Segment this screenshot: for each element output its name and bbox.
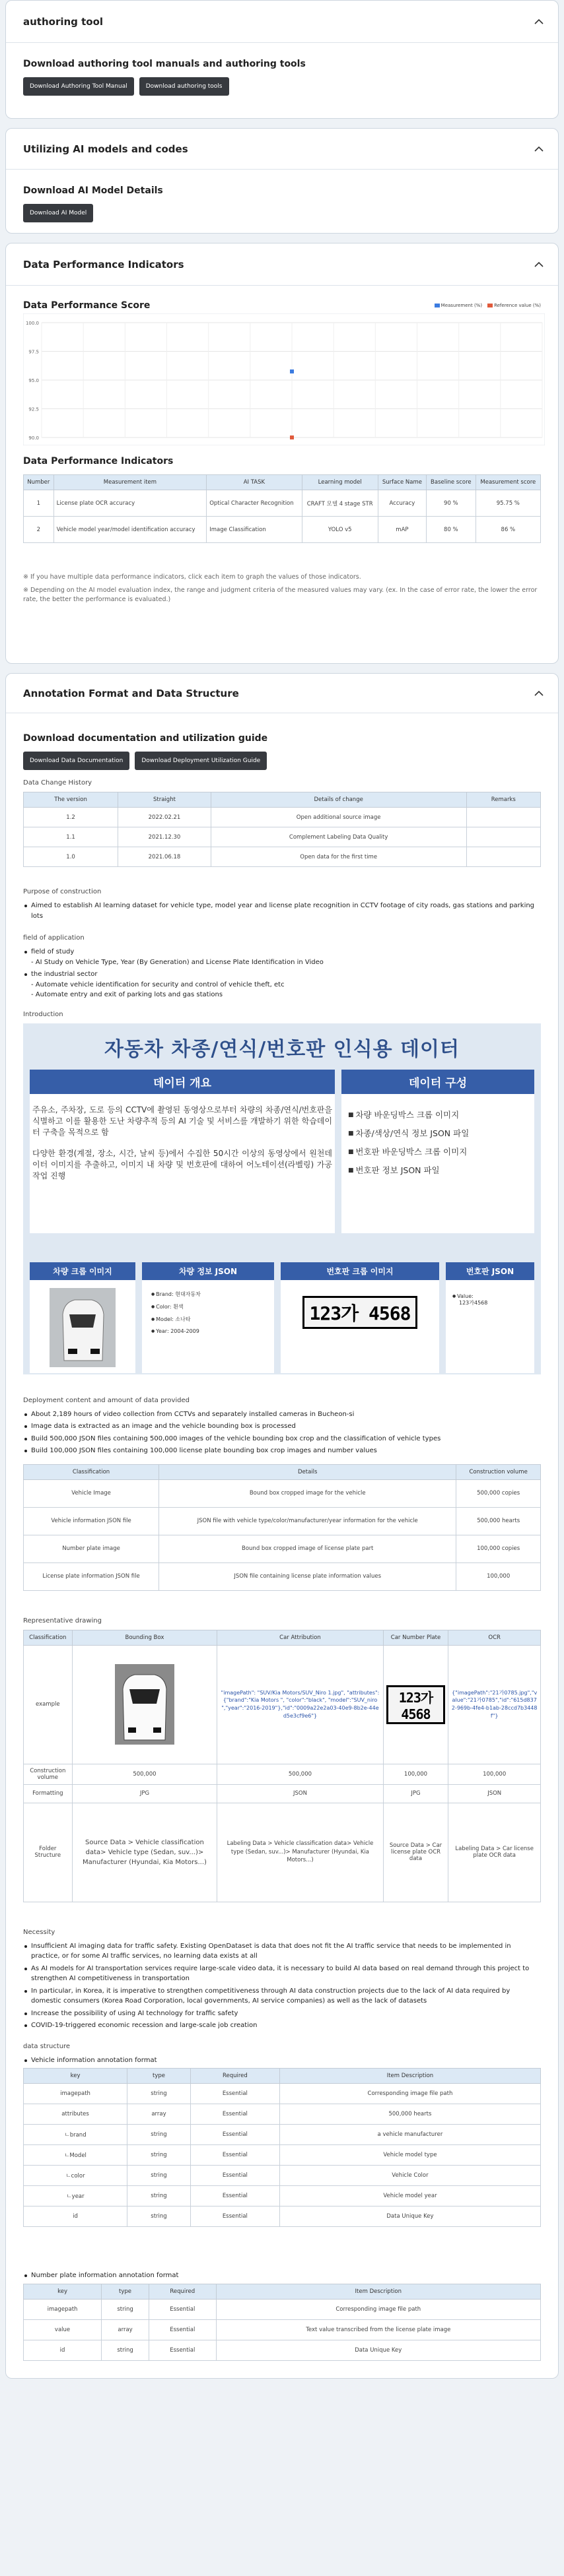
necessity-item: In particular, in Korea, it is imperative to strengthen competitiveness through AI data construction projects due to the lack of AI data required by domestic consumers (Korea Road Corporation, local governments, AI service companies) as well as the lack of datasets [23, 1986, 541, 2007]
table-row [24, 1784, 541, 1803]
table-row [24, 847, 541, 867]
table-row [24, 1562, 541, 1590]
legend-reference[interactable]: Reference value (%) [487, 303, 541, 308]
table-cell: attributes [24, 2104, 127, 2125]
column-header: The version [24, 792, 118, 808]
ai-heading: Download AI Model Details [23, 185, 163, 196]
ai-models-header[interactable] [6, 129, 558, 170]
structure-item: ■ 차종/색상/연식 정보 JSON 파일 [348, 1127, 528, 1139]
plate-image: 123가 4568 [302, 1296, 418, 1329]
table-cell: string [127, 2145, 191, 2166]
structure-label: data structure [23, 2042, 71, 2050]
table-row [24, 2319, 541, 2340]
car-json-item: ● Color: 흰색 [151, 1303, 265, 1310]
table-cell: 1 [24, 490, 54, 517]
table-cell: string [102, 2299, 149, 2319]
table-cell: Vehicle Image [24, 1479, 159, 1507]
table-cell [72, 1645, 217, 1764]
car-json-card [142, 1262, 274, 1373]
table-cell: mAP [378, 517, 426, 543]
y-tick-label: 100.0 [25, 321, 39, 326]
table-cell: Number plate image [24, 1535, 159, 1562]
overview-heading: 데이터 개요 [30, 1070, 335, 1094]
necessity-item: As AI models for AI transportation services require large-scale video data, it is necessary to build AI data based on real demand through this project to strengthen AI competitiveness in transportation [23, 1964, 541, 1984]
column-header: Bounding Box [72, 1630, 217, 1645]
table-cell: 100,000 copies [456, 1535, 541, 1562]
table-cell: a vehicle manufacturer [279, 2125, 540, 2145]
section-title: authoring tool [23, 15, 104, 28]
table-cell: 1.2 [24, 808, 118, 827]
table-cell: Source Data > Car license plate OCR data [383, 1803, 448, 1902]
table-cell: Essential [190, 2186, 279, 2206]
necessity-item: COVID-19-triggered economic recession and large-scale job creation [23, 2020, 541, 2031]
table-cell: Formatting [24, 1784, 73, 1803]
table-cell: JSON [448, 1784, 541, 1803]
table-cell: JSON file with vehicle type/color/manufacturer/year information for the vehicle [159, 1507, 456, 1535]
overview-p2: 다양한 환경(계절, 장소, 시간, 날씨 등)에서 수집한 50시간 이상의 동영상에서 원천데이터 이미지를 추출하고, 이미지 내 차량 및 번호판에 대하여 어노테이션(라벨링) 가공작업 진행 [32, 1148, 332, 1181]
table-cell: 500,000 hearts [279, 2104, 540, 2125]
vehicle-format-table [23, 2068, 541, 2227]
table-row [24, 2299, 541, 2319]
column-header: Learning model [302, 475, 378, 490]
table-cell: License plate information JSON file [24, 1562, 159, 1590]
table-cell: Essential [149, 2319, 216, 2340]
infographic-title: 자동차 차종/연식/번호판 인식용 데이터 [104, 1037, 460, 1061]
table-cell: imagepath [24, 2084, 127, 2104]
table-row [24, 1803, 541, 1902]
table-row [24, 2340, 541, 2360]
chevron-up-icon[interactable] [534, 18, 544, 24]
table-row [24, 1479, 541, 1507]
table-cell: Essential [190, 2125, 279, 2145]
y-tick-label: 95.0 [28, 378, 39, 383]
table-cell: Complement Labeling Data Quality [211, 827, 466, 847]
table-cell: Source Data > Vehicle classification data> Vehicle type (Sedan, suv...)> Manufacturer (Hyundai, Kia Motors...) [72, 1803, 217, 1902]
table-cell: string [127, 2125, 191, 2145]
car-json-item: ● Brand: 현대자동차 [151, 1291, 265, 1298]
column-header: Required [190, 2069, 279, 2084]
car-json-item: ● Model: 소나타 [151, 1316, 265, 1323]
deploy-item: About 2,189 hours of video collection from CCTVs and separately installed cameras in Bucheon-si [23, 1409, 541, 1420]
table-cell: string [127, 2186, 191, 2206]
table-row [24, 827, 541, 847]
column-header: Construction volume [456, 1464, 541, 1479]
column-header: AI TASK [207, 475, 302, 490]
table-cell: 90 % [427, 490, 476, 517]
table-cell: JPG [72, 1784, 217, 1803]
column-header: Number [24, 475, 54, 490]
table-cell: array [127, 2104, 191, 2125]
table-cell: id [24, 2340, 102, 2360]
table-cell: Accuracy [378, 490, 426, 517]
table-cell: 2021.06.18 [118, 847, 211, 867]
table-cell [383, 1645, 448, 1764]
plate-json-value: ● Value: 123가4568 [452, 1293, 528, 1306]
table-cell: {"imagePath":"21가0785.jpg","value":"21가0785","id":"615d8372-969b-4fe4-b1ab-28ccd7b3448f"} [448, 1645, 541, 1764]
table-cell: id [24, 2206, 127, 2227]
column-header: key [24, 2284, 102, 2299]
table-cell: imagepath [24, 2299, 102, 2319]
authoring-heading: Download authoring tool manuals and authoring tools [23, 59, 306, 69]
table-cell: string [102, 2340, 149, 2360]
representative-label: Representative drawing [23, 1617, 102, 1625]
deploy-item: Build 500,000 JSON files containing 500,000 images of the vehicle bounding box crop and the classification of vehicle types [23, 1434, 541, 1444]
column-header: key [24, 2069, 127, 2084]
table-cell: 2022.02.21 [118, 808, 211, 827]
table-cell: Corresponding image file path [279, 2084, 540, 2104]
table-cell: 100,000 [448, 1764, 541, 1784]
table-cell: YOLO v5 [302, 517, 378, 543]
chart-frame [23, 313, 545, 445]
table-cell: 86 % [476, 517, 540, 543]
table-row [24, 2104, 541, 2125]
column-header: Remarks [466, 792, 541, 808]
ai-models-section [5, 128, 559, 234]
necessity-item: Insufficient AI imaging data for traffic safety. Existing OpenDataset is data that does not fit the AI traffic service that needs to be implemented in practice, or for some AI traffic services, no learning data exists at all [23, 1941, 541, 1962]
plate-image-heading: 번호판 크롭 이미지 [281, 1262, 439, 1280]
y-tick-label: 92.5 [28, 406, 39, 412]
table-row [24, 2084, 541, 2104]
table-cell: Bound box cropped image for the vehicle [159, 1479, 456, 1507]
table-cell: 1.1 [24, 827, 118, 847]
section-title: Annotation Format and Data Structure [23, 687, 239, 699]
column-header: Item Description [216, 2284, 540, 2299]
chart-point-reference[interactable] [290, 435, 294, 439]
column-header: Measurement score [476, 475, 540, 490]
column-header: Car Attribution [217, 1630, 383, 1645]
table-cell: Bound box cropped image of license plate part [159, 1535, 456, 1562]
table-cell: JPG [383, 1784, 448, 1803]
table-cell [466, 827, 541, 847]
table-cell: Corresponding image file path [216, 2299, 540, 2319]
structure-heading: 데이터 구성 [341, 1070, 534, 1094]
plate-format-label: Number plate information annotation format [23, 2270, 541, 2281]
column-header: Details of change [211, 792, 466, 808]
table-row [24, 490, 541, 517]
table-cell: Data Unique Key [216, 2340, 540, 2360]
table-cell: CRAFT 모델 4 stage STR [302, 490, 378, 517]
table-cell: Optical Character Recognition [207, 490, 302, 517]
table-cell: 1.0 [24, 847, 118, 867]
chevron-up-icon[interactable] [534, 261, 544, 267]
table-cell: 80 % [427, 517, 476, 543]
table-cell [466, 847, 541, 867]
table-row [24, 1535, 541, 1562]
authoring-tool-header[interactable] [6, 1, 558, 43]
table-cell: 95.75 % [476, 490, 540, 517]
annotation-section [5, 673, 559, 2379]
table-cell: Essential [190, 2084, 279, 2104]
performance-section [5, 243, 559, 664]
anno-heading: Download documentation and utilization guide [23, 733, 268, 744]
table-cell: value [24, 2319, 102, 2340]
table-cell: Vehicle model year [279, 2186, 540, 2206]
change-history-table [23, 792, 541, 867]
plate-json-card [446, 1262, 534, 1373]
section-title: Utilizing AI models and codes [23, 143, 188, 155]
table-cell: Open additional source image [211, 808, 466, 827]
car-json-item: ● Year: 2004-2009 [151, 1328, 265, 1334]
chevron-up-icon[interactable] [534, 146, 544, 152]
structure-item: ■ 번호판 바운딩박스 크롭 이미지 [348, 1145, 528, 1157]
column-header: type [127, 2069, 191, 2084]
car-crop-image [50, 1288, 116, 1367]
car-image-heading: 차량 크롭 이미지 [30, 1262, 135, 1280]
table-cell: Vehicle model type [279, 2145, 540, 2166]
car-bounding-box-image [115, 1664, 174, 1745]
column-header: type [102, 2284, 149, 2299]
y-tick-label: 90.0 [28, 435, 39, 441]
table-cell: 500,000 hearts [456, 1507, 541, 1535]
purpose-label: Purpose of construction [23, 888, 102, 895]
necessity-item: Increase the possibility of using AI technology for traffic safety [23, 2009, 541, 2019]
table-cell: 2 [24, 517, 54, 543]
table-cell: Essential [190, 2206, 279, 2227]
table-cell: Essential [149, 2340, 216, 2360]
vehicle-format-label: Vehicle information annotation format [23, 2055, 541, 2066]
table-cell: Vehicle Color [279, 2166, 540, 2186]
y-tick-label: 97.5 [28, 349, 39, 355]
table-cell [466, 808, 541, 827]
necessity-label: Necessity [23, 1928, 55, 1936]
score-heading: Data Performance Score [23, 300, 151, 311]
table-row [24, 1507, 541, 1535]
chevron-up-icon[interactable] [534, 690, 544, 696]
deploy-item: Image data is extracted as an image and the vehicle bounding box is processed [23, 1421, 541, 1432]
deploy-label: Deployment content and amount of data provided [23, 1396, 190, 1404]
structure-item: ■ 번호판 정보 JSON 파일 [348, 1164, 528, 1176]
perf-note-1: ※ If you have multiple data performance indicators, click each item to graph the values of those indicators. [23, 573, 361, 581]
table-cell: JSON file containing license plate information values [159, 1562, 456, 1590]
performance-table [23, 474, 541, 543]
table-row [24, 1645, 541, 1764]
change-history-label: Data Change History [23, 779, 92, 787]
table-cell: Folder Structure [24, 1803, 73, 1902]
table-cell: Labeling Data > Car license plate OCR data [448, 1803, 541, 1902]
car-image-card [30, 1262, 135, 1373]
download-ai-model-button[interactable]: Download AI Model [23, 204, 93, 222]
plate-format-table [23, 2284, 541, 2361]
table-cell: Construction volume [24, 1764, 73, 1784]
intro-infographic [23, 1023, 541, 1374]
car-json-heading: 차량 정보 JSON [142, 1262, 274, 1280]
annotation-header[interactable] [6, 674, 558, 713]
column-header: Item Description [279, 2069, 540, 2084]
table-cell: Image Classification [207, 517, 302, 543]
classification-table [23, 1464, 541, 1591]
column-header: OCR [448, 1630, 541, 1645]
perf-note-2: ※ Depending on the AI model evaluation index, the range and judgment criteria of the measured values may vary. (ex. In the case of error rate, the lower the error rate, the better the performance is evaluated.) [23, 587, 538, 604]
introduction-label: Introduction [23, 1010, 63, 1018]
table-cell: 500,000 [72, 1764, 217, 1784]
table-row [24, 1764, 541, 1784]
authoring-tool-section [5, 0, 559, 119]
table-row [24, 2206, 541, 2227]
performance-chart [23, 313, 545, 445]
table-cell: example [24, 1645, 73, 1764]
overview-box [30, 1070, 335, 1233]
table-cell: Labeling Data > Vehicle classification data> Vehicle type (Sedan, suv...)> Manufacturer (Hyundai, Kia Motors...) [217, 1803, 383, 1902]
overview-p1: 주유소, 주차장, 도로 등의 CCTV에 촬영된 동영상으로부터 차량의 차종/연식/번호판을 식별하고 이를 활용한 도난 차량추적 등의 AI 기술 및 서비스를 개발하기 위한 학습데이터 구축을 목적으로 함 [32, 1105, 332, 1138]
column-header: Baseline score [427, 475, 476, 490]
column-header: Measurement item [53, 475, 207, 490]
download-guide-button[interactable]: Download Deployment Utilization Guide [135, 752, 267, 770]
plate-json-heading: 번호판 JSON [446, 1262, 534, 1280]
legend-measured[interactable]: Measurement (%) [435, 303, 482, 308]
table-row [24, 517, 541, 543]
table-cell: string [127, 2084, 191, 2104]
table-row [24, 2166, 541, 2186]
field-label: field of application [23, 934, 85, 942]
table-row [24, 2125, 541, 2145]
table-cell: ㄴModel [24, 2145, 127, 2166]
table-cell: Essential [149, 2299, 216, 2319]
structure-item: ■ 차량 바운딩박스 크롭 이미지 [348, 1109, 528, 1120]
table-row [24, 2145, 541, 2166]
table-cell: Essential [190, 2166, 279, 2186]
representative-table [23, 1630, 541, 1902]
column-header: Classification [24, 1630, 73, 1645]
column-header: Classification [24, 1464, 159, 1479]
table-cell: Data Unique Key [279, 2206, 540, 2227]
table-cell: ㄴyear [24, 2186, 127, 2206]
download-authoring-manual-button[interactable]: Download Authoring Tool Manual [23, 77, 134, 96]
perf-table-heading: Data Performance Indicators [23, 456, 174, 467]
deploy-item: Build 100,000 JSON files containing 100,000 license plate bounding box crop images and number values [23, 1446, 541, 1456]
table-cell: Vehicle information JSON file [24, 1507, 159, 1535]
plate-example-image: 123가 4568 [386, 1685, 446, 1724]
table-cell: JSON [217, 1784, 383, 1803]
table-cell: 2021.12.30 [118, 827, 211, 847]
column-header: Car Number Plate [383, 1630, 448, 1645]
column-header: Details [159, 1464, 456, 1479]
performance-header[interactable] [6, 243, 558, 286]
table-cell: Essential [190, 2104, 279, 2125]
table-cell: License plate OCR accuracy [53, 490, 207, 517]
table-cell: string [127, 2206, 191, 2227]
column-header: Required [149, 2284, 216, 2299]
table-cell: 100,000 [383, 1764, 448, 1784]
table-row [24, 808, 541, 827]
table-cell: string [127, 2166, 191, 2186]
table-cell: Vehicle model year/model identification accuracy [53, 517, 207, 543]
column-header: Straight [118, 792, 211, 808]
structure-box [341, 1070, 534, 1233]
table-cell: array [102, 2319, 149, 2340]
table-cell: 100,000 [456, 1562, 541, 1590]
table-cell: 500,000 [217, 1764, 383, 1784]
column-header: Surface Name [378, 475, 426, 490]
chart-point-measured[interactable] [290, 370, 294, 373]
field-study: field of study - AI Study on Vehicle Type, Year (By Generation) and License Plate Identification in Video [23, 947, 541, 967]
purpose-item: Aimed to establish AI learning dataset for vehicle type, model year and license plate recognition in CCTV footage of city roads, gas stations and parking lots [23, 901, 541, 921]
table-cell: "imagePath": "SUV/Kia Motors/SUV_Niro 1.jpg", "attributes": {"brand":"Kia Motors ", "color":"black", "model":"SUV_niro ","year":"2016-2019"},"id":"0009a22e2a03-40e9-8b2e-44ed5e3cf9e6"} [217, 1645, 383, 1764]
table-cell: 500,000 copies [456, 1479, 541, 1507]
section-title: Data Performance Indicators [23, 258, 184, 271]
download-documentation-button[interactable]: Download Data Documentation [23, 752, 129, 770]
table-cell: Essential [190, 2145, 279, 2166]
table-cell: ㄴbrand [24, 2125, 127, 2145]
table-cell: Open data for the first time [211, 847, 466, 867]
field-industry: the industrial sector - Automate vehicle identification for security and control of vehicle theft, etc - Automate entry and exit of parking lots and gas stations [23, 969, 541, 1000]
download-authoring-tools-button[interactable]: Download authoring tools [139, 77, 229, 96]
table-row [24, 2186, 541, 2206]
plate-image-card [281, 1262, 439, 1373]
table-cell: ㄴcolor [24, 2166, 127, 2186]
table-cell: Text value transcribed from the license plate image [216, 2319, 540, 2340]
